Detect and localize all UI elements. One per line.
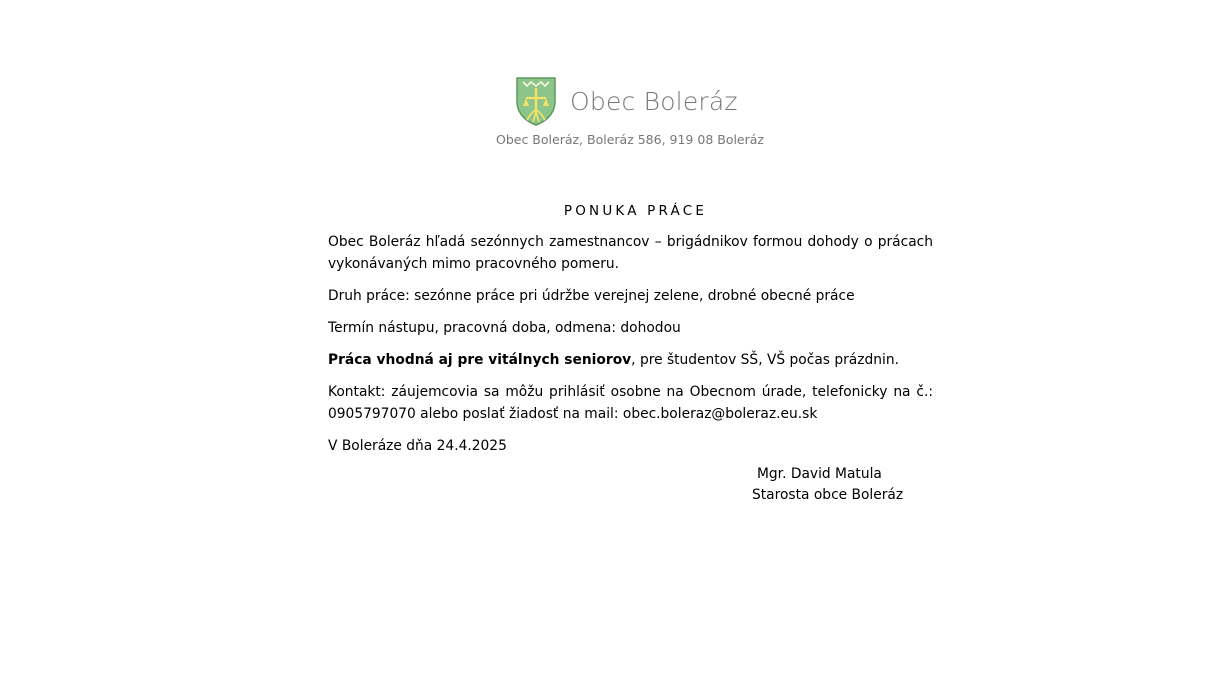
suitability-highlight: Práca vhodná aj pre vitálnych seniorov bbox=[328, 352, 632, 368]
work-type-paragraph: Druh práce: sezónne práce pri údržbe verejnej zelene, drobné obecné práce bbox=[328, 288, 855, 304]
coat-of-arms-icon bbox=[515, 76, 557, 126]
logo-row bbox=[515, 76, 738, 126]
intro-paragraph: Obec Boleráz hľadá sezónnych zamestnancov – brigádnikov formou dohody o prácach vykonávaných mimo pracovného pomeru. bbox=[328, 234, 933, 272]
terms-paragraph: Termín nástupu, pracovná doba, odmena: dohodou bbox=[328, 320, 681, 336]
signatory-name: Mgr. David Matula bbox=[757, 466, 882, 482]
letterhead bbox=[0, 76, 1213, 156]
document-body bbox=[328, 200, 933, 467]
suitability-paragraph bbox=[328, 349, 933, 371]
document-title: PONUKA PRÁCE bbox=[563, 203, 708, 219]
date-line: V Boleráze dňa 24.4.2025 bbox=[328, 438, 507, 454]
org-name: Obec Boleráz bbox=[570, 86, 738, 116]
org-address: Obec Boleráz, Boleráz 586, 919 08 Boleráz bbox=[496, 132, 764, 147]
signatory-role: Starosta obce Boleráz bbox=[752, 487, 904, 503]
signature-block bbox=[752, 464, 903, 506]
suitability-rest: , pre študentov SŠ, VŠ počas prázdnin. bbox=[631, 352, 899, 368]
contact-paragraph: Kontakt: záujemcovia sa môžu prihlásiť osobne na Obecnom úrade, telefonicky na č.: 0905797070 alebo poslať žiadosť na mail: obec.boleraz@boleraz.eu.sk bbox=[328, 384, 933, 422]
